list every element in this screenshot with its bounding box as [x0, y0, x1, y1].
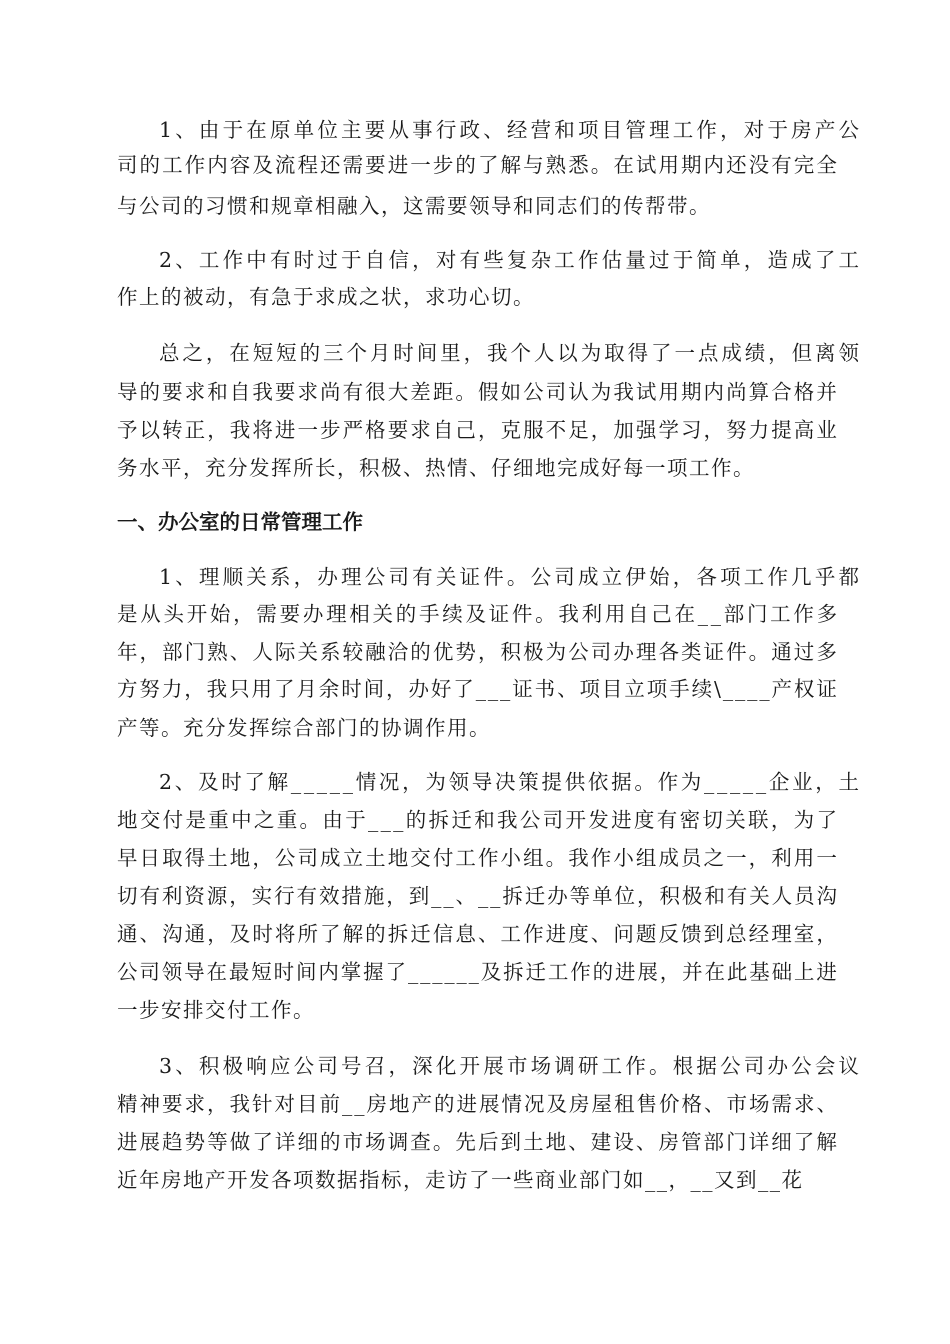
text-line: 予以转正，我将进一步严格要求自己，克服不足，加强学习，努力提高业 [117, 418, 839, 442]
text-line: 精神要求，我针对目前__房地产的进展情况及房屋租售价格、市场需求、 [117, 1092, 839, 1116]
text-line: 近年房地产开发各项数据指标，走访了一些商业部门如__，__又到__花 [117, 1168, 804, 1192]
text-line: 2、及时了解_____情况，为领导决策提供依据。作为_____企业，土 [159, 770, 862, 794]
text-line: 方努力，我只用了月余时间，办好了___证书、项目立项手续\____产权证 [117, 677, 839, 701]
text-line: 年，部门熟、人际关系较融洽的优势，积极为公司办理各类证件。通过多 [117, 640, 839, 664]
text-line: 务水平，充分发挥所长，积极、热情、仔细地完成好每一项工作。 [117, 456, 755, 480]
text-line: 一步安排交付工作。 [117, 998, 315, 1022]
text-line: 作上的被动，有急于求成之状，求功心切。 [117, 285, 535, 309]
text-line: 司的工作内容及流程还需要进一步的了解与熟悉。在试用期内还没有完全 [117, 153, 839, 177]
text-line: 1、由于在原单位主要从事行政、经营和项目管理工作，对于房产公 [159, 118, 863, 142]
text-line: 1、理顺关系，办理公司有关证件。公司成立伊始，各项工作几乎都 [159, 565, 863, 589]
text-line: 切有利资源，实行有效措施，到__、__拆迁办等单位，积极和有关人员沟 [117, 884, 839, 908]
text-line: 总之，在短短的三个月时间里，我个人以为取得了一点成绩，但离领 [159, 341, 862, 365]
text-line: 早日取得土地，公司成立土地交付工作小组。我作小组成员之一，利用一 [117, 846, 839, 870]
text-line: 地交付是重中之重。由于___的拆迁和我公司开发进度有密切关联，为了 [117, 808, 840, 832]
text-line: 与公司的习惯和规章相融入，这需要领导和同志们的传帮带。 [117, 194, 711, 218]
text-line: 公司领导在最短时间内掌握了______及拆迁工作的进展，并在此基础上进 [117, 960, 839, 984]
section-heading: 一、办公室的日常管理工作 [117, 510, 363, 534]
text-line: 3、积极响应公司号召，深化开展市场调研工作。根据公司办公会议 [159, 1054, 863, 1078]
text-line: 产等。充分发挥综合部门的协调作用。 [117, 716, 491, 740]
text-line: 是从头开始，需要办理相关的手续及证件。我利用自己在__部门工作多 [117, 602, 840, 626]
text-line: 通、沟通，及时将所了解的拆迁信息、工作进度、问题反馈到总经理室， [117, 922, 839, 946]
text-line: 2、工作中有时过于自信，对有些复杂工作估量过于简单，造成了工 [159, 248, 863, 272]
text-line: 进展趋势等做了详细的市场调查。先后到土地、建设、房管部门详细了解 [117, 1130, 839, 1154]
text-line: 导的要求和自我要求尚有很大差距。假如公司认为我试用期内尚算合格并 [117, 380, 839, 404]
